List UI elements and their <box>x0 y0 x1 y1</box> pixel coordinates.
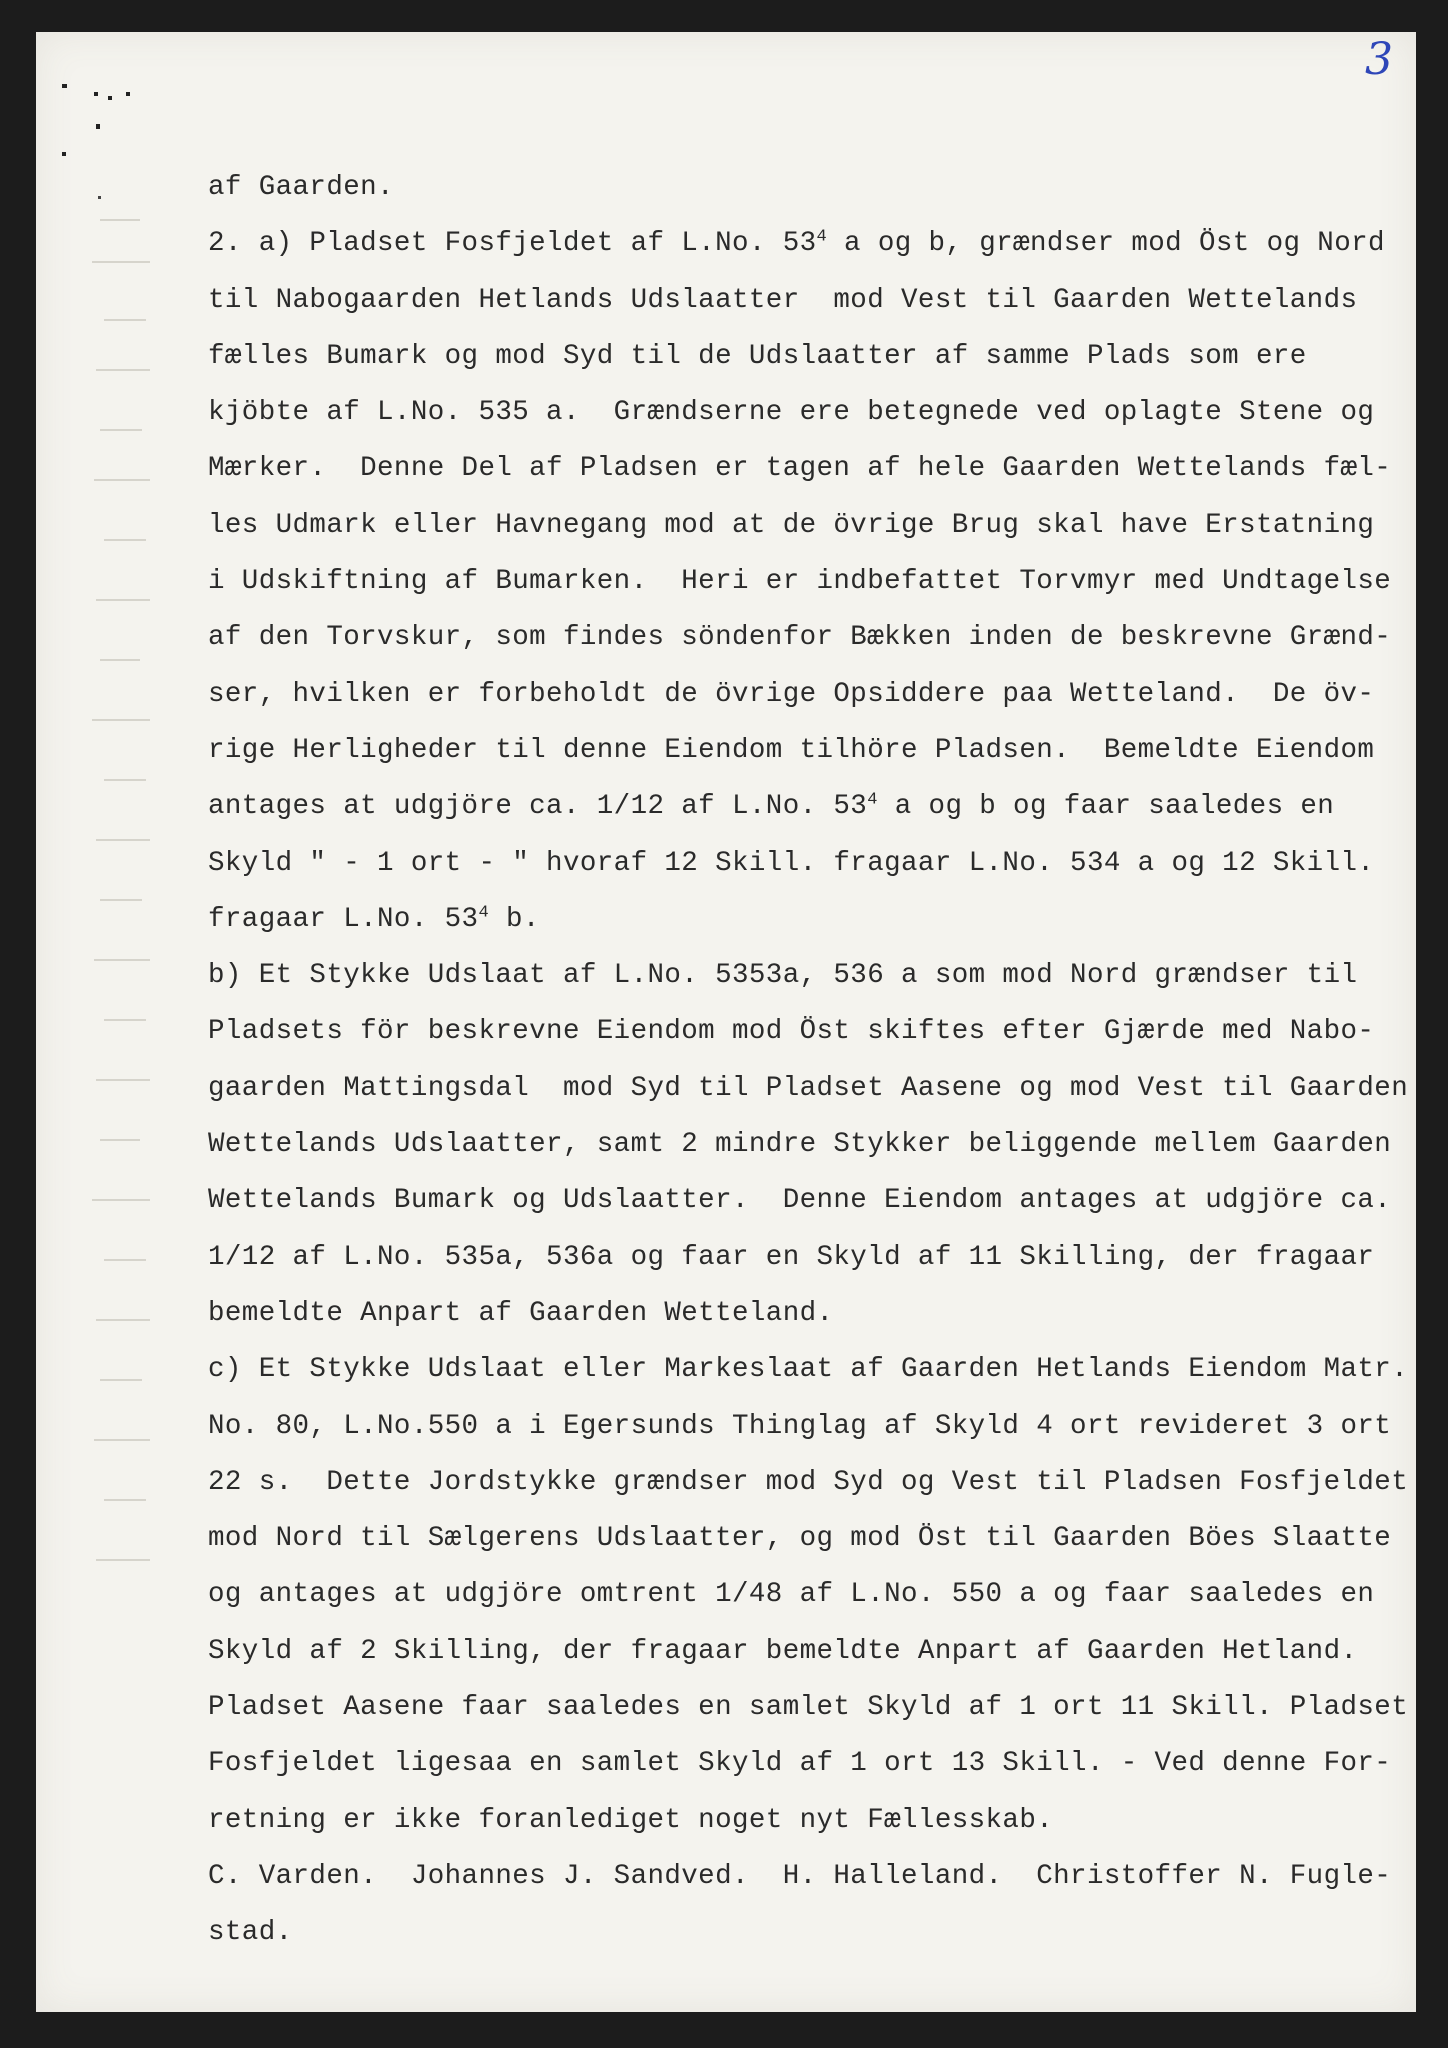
text-fragment: a og b, grændser mod Öst og Nord <box>827 228 1385 260</box>
text-fragment: les Udmark eller Havnegang mod at de övrige Brug skal have Erstatning <box>208 509 1375 541</box>
text-line <box>208 441 1408 497</box>
text-fragment: Mærker. Denne Del af Pladsen er tagen af hele Gaarden Wettelands fæl- <box>208 453 1392 485</box>
text-fragment: Skyld af 2 Skilling, der fragaar bemeldte Anpart af Gaarden Hetland. <box>208 1635 1358 1667</box>
text-fragment: rige Herligheder til denne Eiendom tilhöre Pladsen. Bemeldte Eiendom <box>208 734 1375 766</box>
text-fragment: 2. a) Pladset Fosfjeldet af L.No. 53 <box>208 228 817 260</box>
text-line <box>208 1567 1408 1623</box>
text-line <box>208 273 1408 329</box>
text-fragment: c) Et Stykke Udslaat eller Markeslaat af Gaarden Hetlands Eiendom Matr. <box>208 1354 1409 1386</box>
text-line <box>208 1286 1408 1342</box>
text-line <box>208 1793 1408 1849</box>
text-fragment: C. Varden. Johannes J. Sandved. H. Halleland. Christoffer N. Fugle- <box>208 1860 1392 1892</box>
text-fragment: No. 80, L.No.550 a i Egersunds Thinglag af Skyld 4 ort revideret 3 ort <box>208 1410 1392 1442</box>
text-fragment: i Udskiftning af Bumarken. Heri er indbefattet Torvmyr med Undtagelse <box>208 566 1392 598</box>
text-line <box>208 610 1408 666</box>
text-line <box>208 1342 1408 1398</box>
text-fragment: b) Et Stykke Udslaat af L.No. 5353a, 536 a som mod Nord grændser til <box>208 960 1358 992</box>
text-fragment: bemeldte Anpart af Gaarden Wetteland. <box>208 1297 834 1329</box>
text-line <box>208 1511 1408 1567</box>
text-fragment: fælles Bumark og mod Syd til de Udslaatter af samme Plads som ere <box>208 340 1307 372</box>
text-line <box>208 1004 1408 1060</box>
text-fragment: Skyld " - 1 ort - " hvoraf 12 Skill. fragaar L.No. 534 a og 12 Skill. <box>208 847 1375 879</box>
text-fragment: Pladset Aasene faar saaledes en samlet Skyld af 1 ort 11 Skill. Pladset <box>208 1692 1409 1724</box>
text-line <box>208 1173 1408 1229</box>
text-line <box>208 554 1408 610</box>
text-line <box>208 836 1408 892</box>
text-line <box>208 216 1408 272</box>
superscript-fragment: 4 <box>478 903 490 923</box>
text-fragment: b. <box>489 903 540 935</box>
text-line <box>208 1117 1408 1173</box>
text-fragment: gaarden Mattingsdal mod Syd til Pladset Aasene og mod Vest til Gaarden <box>208 1072 1409 1104</box>
text-line <box>208 667 1408 723</box>
text-line <box>208 1736 1408 1792</box>
superscript-fragment: 4 <box>867 790 878 810</box>
text-line <box>208 1849 1408 1905</box>
text-fragment: til Nabogaarden Hetlands Udslaatter mod Vest til Gaarden Wettelands <box>208 284 1358 316</box>
text-fragment: kjöbte af L.No. 535 a. Grændserne ere betegnede ved oplagte Stene og <box>208 397 1375 429</box>
text-fragment: 22 s. Dette Jordstykke grændser mod Syd og Vest til Pladsen Fosfjeldet <box>208 1466 1409 1498</box>
document-body <box>208 160 1408 1962</box>
text-line <box>208 1624 1408 1680</box>
text-fragment: stad. <box>208 1917 293 1949</box>
text-line <box>208 1455 1408 1511</box>
text-fragment: Fosfjeldet ligesaa en samlet Skyld af 1 ort 13 Skill. - Ved denne For- <box>208 1748 1392 1780</box>
text-line <box>208 1399 1408 1455</box>
text-fragment: mod Nord til Sælgerens Udslaatter, og mod Öst til Gaarden Böes Slaatte <box>208 1523 1392 1555</box>
text-line <box>208 948 1408 1004</box>
text-line <box>208 1230 1408 1286</box>
text-fragment: fragaar L.No. 53 <box>208 903 479 935</box>
text-line <box>208 892 1408 948</box>
text-fragment: ser, hvilken er forbeholdt de övrige Opsiddere paa Wetteland. De öv- <box>208 678 1375 710</box>
text-line <box>208 498 1408 554</box>
page-number: 3 <box>1365 34 1393 85</box>
text-line <box>208 779 1408 835</box>
text-line <box>208 385 1408 441</box>
text-line <box>208 723 1408 779</box>
text-fragment: af den Torvskur, som findes söndenfor Bækken inden de beskrevne Grænd- <box>208 622 1392 654</box>
text-fragment: retning er ikke foranlediget noget nyt Fællesskab. <box>208 1804 1054 1836</box>
text-line <box>208 1061 1408 1117</box>
text-fragment: Wettelands Bumark og Udslaatter. Denne Eiendom antages at udgjöre ca. <box>208 1185 1392 1217</box>
text-line <box>208 329 1408 385</box>
text-fragment: Wettelands Udslaatter, samt 2 mindre Stykker beliggende mellem Gaarden <box>208 1129 1392 1161</box>
text-fragment: 1/12 af L.No. 535a, 536a og faar en Skyld af 11 Skilling, der fragaar <box>208 1241 1375 1273</box>
text-line <box>208 1680 1408 1736</box>
text-line <box>208 160 1408 216</box>
text-fragment: antages at udgjöre ca. 1/12 af L.No. 53 <box>208 791 868 823</box>
text-line <box>208 1905 1408 1961</box>
text-fragment: og antages at udgjöre omtrent 1/48 af L.No. 550 a og faar saaledes en <box>208 1579 1375 1611</box>
superscript-fragment: 4 <box>816 227 828 247</box>
text-fragment: af Gaarden. <box>208 172 394 203</box>
text-fragment: Pladsets för beskrevne Eiendom mod Öst skiftes efter Gjærde med Nabo- <box>208 1016 1375 1048</box>
text-fragment: a og b og faar saaledes en <box>877 791 1335 823</box>
